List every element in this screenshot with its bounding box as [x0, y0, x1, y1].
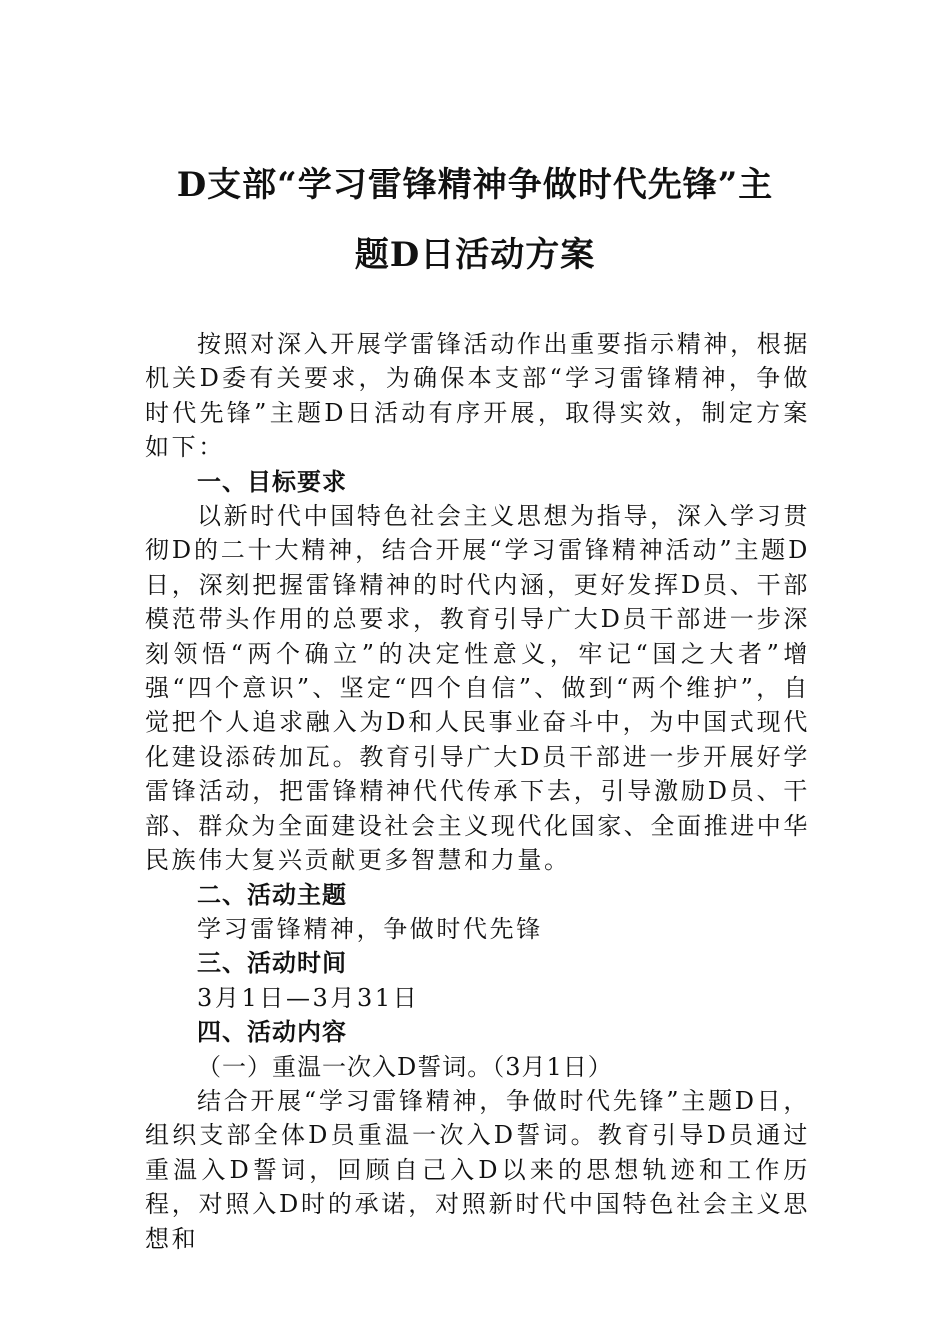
- section-heading-time: 三、活动时间: [197, 948, 347, 978]
- section-heading-theme: 二、活动主题: [197, 879, 347, 909]
- document-title-line-1: D支部“学习雷锋精神争做时代先锋”主: [176, 165, 774, 205]
- goals-paragraph: 以新时代中国特色社会主义思想为指导，深入学习贯彻D的二十大精神，结合开展“学习雷锋精神活动”主题D日，深刻把握雷锋精神的时代内涵，更好发挥D员、干部模范带头作用的总要求，教育引导广大D员干部进一步深刻领悟“两个确立”的决定性意义，牢记“国之大者”增强“四个意识”、坚定“四个自信”、做到“两个维护”，自觉把个人追求融入为D和人民事业奋斗中，为中国式现代化建设添砖加瓦。教育引导广大D员干部进一步开展好学雷锋活动，把雷锋精神代代传承下去，引导激励D员、干部、群众为全面建设社会主义现代化国家、全面推进中华民族伟大复兴贡献更多智慧和力量。: [145, 502, 810, 875]
- document-title-line-2: 题D日活动方案: [354, 235, 596, 275]
- time-paragraph: 3月1日—3月31日: [197, 983, 420, 1012]
- document-body: [145, 327, 810, 1256]
- subsection-heading-oath: （一）重温一次入D誓词。（3月1日）: [197, 1052, 613, 1081]
- section-heading-content: 四、活动内容: [197, 1017, 347, 1047]
- intro-paragraph: 按照对深入开展学雷锋活动作出重要指示精神，根据机关D委有关要求，为确保本支部“学习雷锋精神，争做时代先锋”主题D日活动有序开展，取得实效，制定方案如下：: [145, 330, 810, 462]
- section-heading-goals: 一、目标要求: [197, 466, 347, 496]
- theme-paragraph: 学习雷锋精神，争做时代先锋: [197, 914, 543, 943]
- oath-paragraph: 结合开展“学习雷锋精神，争做时代先锋”主题D日，组织支部全体D员重温一次入D誓词。教育引导D员通过重温入D誓词，回顾自己入D以来的思想轨迹和工作历程，对照入D时的承诺，对照新时代中国特色社会主义思想和: [145, 1086, 810, 1253]
